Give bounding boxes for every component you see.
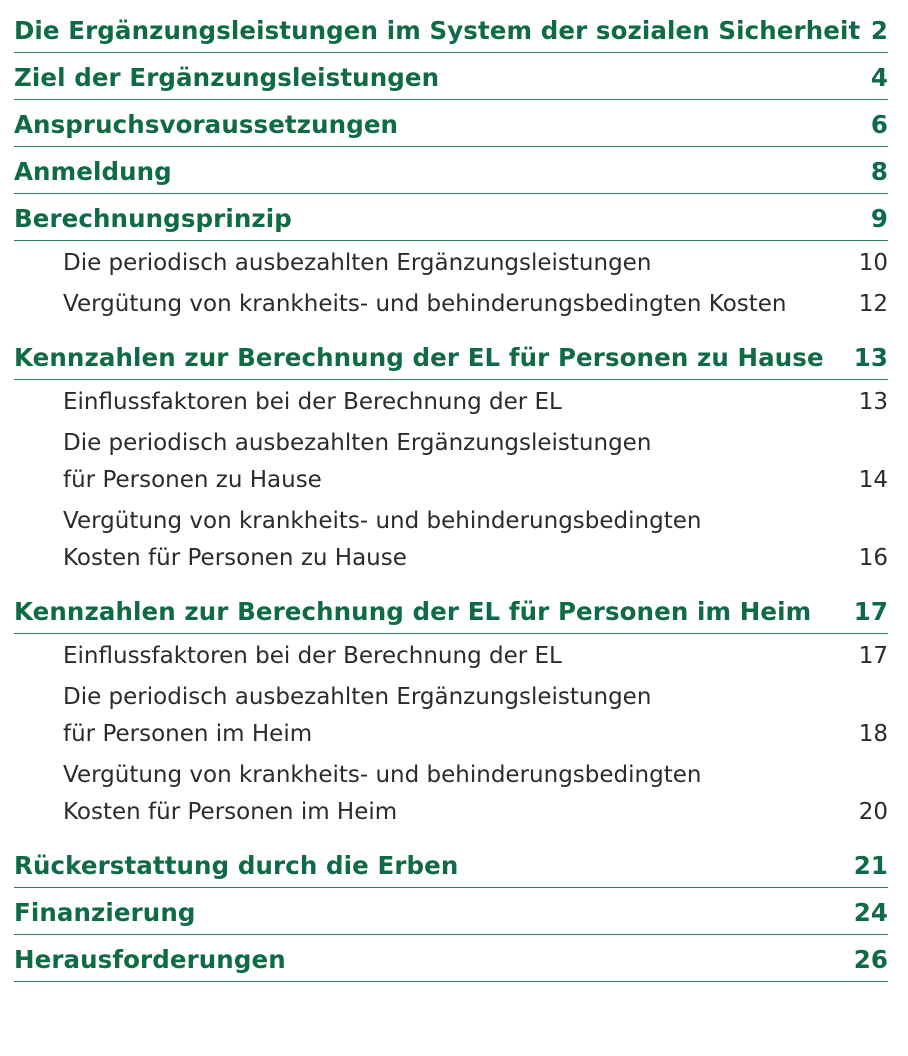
toc-entry-kennzahlen-hause[interactable] [14, 333, 888, 380]
toc-subentry-page: 17 [858, 643, 888, 669]
toc-subentry-page: 10 [858, 250, 888, 276]
toc-entry-anmeldung[interactable] [14, 147, 888, 194]
toc-subentry[interactable] [14, 421, 888, 499]
toc-entry-title: Die Ergänzungsleistungen im System der sozialen Sicherheit [14, 16, 861, 45]
toc-entry-herausforderungen[interactable] [14, 935, 888, 982]
toc-entry-page: 21 [853, 851, 888, 880]
toc-subentry-page: 12 [858, 291, 888, 317]
toc-entry-rueckerstattung[interactable] [14, 841, 888, 888]
toc-subentry-title-line: Vergütung von krankheits- und behinderungsbedingten [63, 508, 702, 534]
toc-subentry[interactable] [14, 380, 888, 421]
toc-subentry-title-line: Vergütung von krankheits- und behinderungsbedingten [63, 762, 702, 788]
toc-entry-kennzahlen-heim[interactable] [14, 587, 888, 634]
toc-subentry[interactable] [14, 241, 888, 282]
toc-subentry-title: Vergütung von krankheits- und behinderungsbedingten Kosten [63, 291, 787, 317]
toc-entry-ziel[interactable] [14, 53, 888, 100]
toc-subentry[interactable] [14, 675, 888, 753]
toc-subentry[interactable] [14, 634, 888, 675]
toc-entry-title: Herausforderungen [14, 945, 286, 974]
toc-subentry[interactable] [14, 499, 888, 577]
toc-subentry-page: 20 [858, 799, 888, 825]
toc-subentry-title-line: Die periodisch ausbezahlten Ergänzungsleistungen [63, 430, 652, 456]
toc-entry-title: Rückerstattung durch die Erben [14, 851, 459, 880]
toc-subentry[interactable] [14, 282, 888, 323]
toc-entry-title: Berechnungsprinzip [14, 204, 292, 233]
toc-subentry-title-line: Kosten für Personen zu Hause [63, 545, 407, 571]
toc-entry-title: Ziel der Ergänzungsleistungen [14, 63, 440, 92]
toc-entry-title: Finanzierung [14, 898, 196, 927]
table-of-contents [14, 6, 888, 982]
toc-entry-title: Kennzahlen zur Berechnung der EL für Personen zu Hause [14, 343, 824, 372]
toc-sub-list [14, 380, 888, 587]
toc-sub-list [14, 241, 888, 333]
toc-subentry[interactable] [14, 753, 888, 831]
toc-entry-page: 4 [870, 63, 888, 92]
toc-entry-finanzierung[interactable] [14, 888, 888, 935]
toc-entry-page: 24 [853, 898, 888, 927]
toc-sub-list [14, 634, 888, 841]
toc-entry-page: 2 [870, 16, 888, 45]
toc-entry-berechnungsprinzip[interactable] [14, 194, 888, 241]
toc-subentry-page: 14 [858, 467, 888, 493]
toc-entry-anspruch[interactable] [14, 100, 888, 147]
toc-subentry-title: Einflussfaktoren bei der Berechnung der EL [63, 389, 562, 415]
toc-entry-title: Anmeldung [14, 157, 172, 186]
toc-entry-page: 9 [870, 204, 888, 233]
toc-subentry-title-line: Die periodisch ausbezahlten Ergänzungsleistungen [63, 684, 652, 710]
toc-subentry-title: Die periodisch ausbezahlten Ergänzungsleistungen [63, 250, 652, 276]
toc-entry-title: Kennzahlen zur Berechnung der EL für Personen im Heim [14, 597, 812, 626]
toc-subentry-page: 13 [858, 389, 888, 415]
toc-entry-page: 13 [853, 343, 888, 372]
toc-entry-page: 8 [870, 157, 888, 186]
toc-entry-page: 26 [853, 945, 888, 974]
toc-subentry-page: 16 [858, 545, 888, 571]
toc-subentry-page: 18 [858, 721, 888, 747]
toc-subentry-title-line: für Personen zu Hause [63, 467, 322, 493]
toc-entry-system[interactable] [14, 6, 888, 53]
toc-entry-title: Anspruchsvoraussetzungen [14, 110, 399, 139]
toc-subentry-title-line: Kosten für Personen im Heim [63, 799, 398, 825]
toc-entry-page: 17 [853, 597, 888, 626]
toc-subentry-title: Einflussfaktoren bei der Berechnung der EL [63, 643, 562, 669]
toc-entry-page: 6 [870, 110, 888, 139]
toc-subentry-title-line: für Personen im Heim [63, 721, 313, 747]
